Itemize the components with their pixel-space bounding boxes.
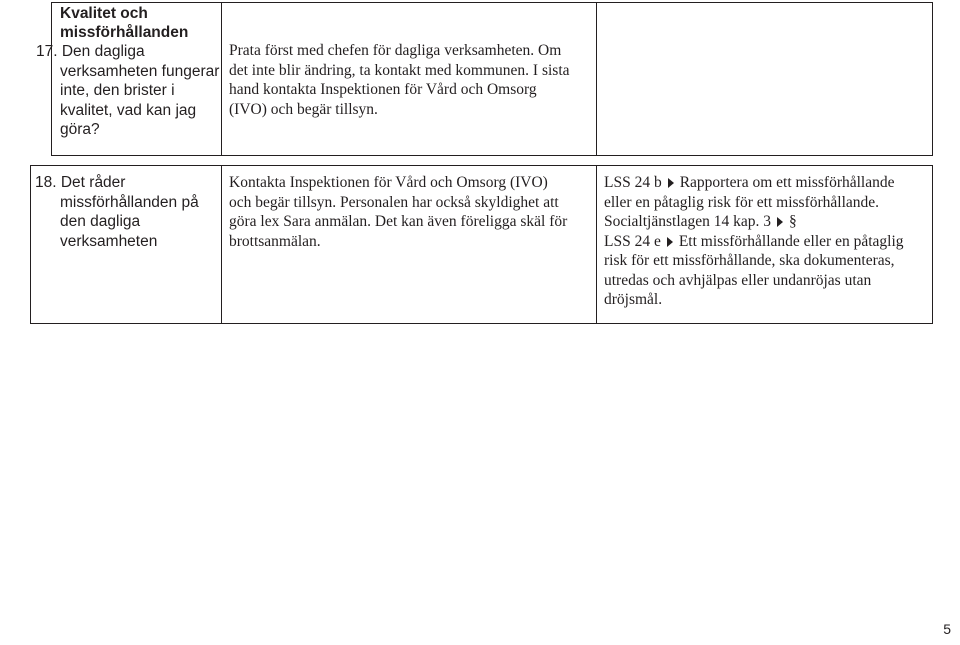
law-ref-sol: Socialtjänstlagen 14 kap. 3 (604, 213, 772, 230)
row17-question-line: 17. Den dagliga (36, 43, 145, 60)
row18-action-cell (221, 165, 597, 324)
row18-law-cell (596, 165, 933, 324)
row17-question-cell (36, 2, 222, 156)
law-line-1 (604, 173, 895, 192)
arrow-right-icon (667, 237, 673, 247)
row17-heading-line2: missförhållanden (60, 24, 189, 41)
row17-law-cell (596, 2, 933, 156)
row18-question-line: missförhållanden på (60, 194, 199, 211)
row17-question-line: inte, den brister i (60, 82, 175, 99)
law-text-4: Ett missförhållande eller en påtaglig (678, 233, 904, 250)
row17-action-cell (221, 2, 597, 156)
page-number: 5 (943, 621, 951, 637)
row17-action-line: Prata först med chefen för dagliga verksamheten. Om (229, 42, 562, 59)
row18-action-line: göra lex Sara anmälan. Det kan även föreligga skäl för (229, 213, 568, 230)
row17-question-line: kvalitet, vad kan jag (60, 102, 197, 119)
row18-question-line: den dagliga (60, 213, 141, 230)
law-text-1: Rapportera om ett missförhållande (679, 174, 895, 191)
row18-question-line: verksamheten (60, 233, 158, 250)
law-line-7: dröjsmål. (604, 291, 663, 308)
row17-question-line: verksamheten fungerar (60, 63, 220, 80)
row18-question-cell (30, 165, 222, 324)
arrow-right-icon (777, 217, 783, 227)
row18-action-line: Kontakta Inspektionen för Vård och Omsorg (IVO) (229, 174, 548, 191)
law-line-5: risk för ett missförhållande, ska dokumenteras, (604, 252, 895, 269)
law-ref-lss24e: LSS 24 e (604, 233, 661, 250)
row17-heading-line1: Kvalitet och (60, 5, 148, 22)
section-sign: § (789, 213, 797, 230)
row17-action-line: det inte blir ändring, ta kontakt med kommunen. I sista (229, 62, 570, 79)
row17-action-line: (IVO) och begär tillsyn. (229, 101, 378, 118)
row18-question-line: 18. Det råder (35, 174, 126, 191)
row17-question-line: göra? (60, 121, 100, 138)
law-line-2: eller en påtaglig risk för ett missförhållande. (604, 194, 880, 211)
law-ref-lss24b: LSS 24 b (604, 174, 662, 191)
row18-action-line: och begär tillsyn. Personalen har också skyldighet att (229, 194, 559, 211)
law-line-4 (604, 232, 904, 251)
law-line-3 (604, 212, 797, 231)
law-line-6: utredas och avhjälpas eller undanröjas utan (604, 272, 872, 289)
arrow-right-icon (668, 178, 674, 188)
row18-action-line: brottsanmälan. (229, 233, 321, 250)
row17-action-line: hand kontakta Inspektionen för Vård och Omsorg (229, 81, 537, 98)
